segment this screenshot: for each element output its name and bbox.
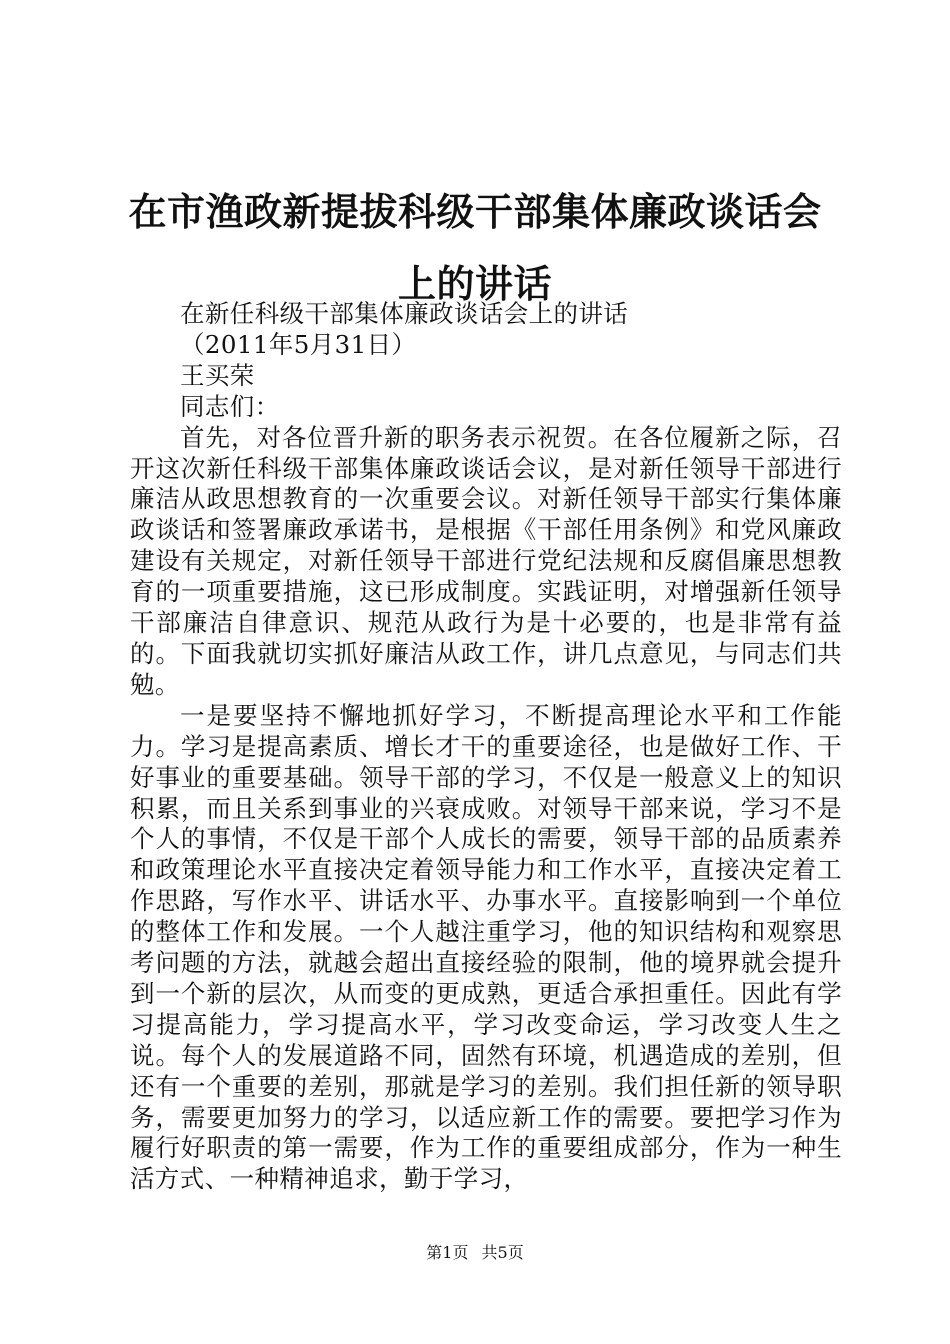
- author-name: 王买荣: [180, 360, 255, 390]
- paragraph: 一是要坚持不懈地抓好学习，不断提高理论水平和工作能力。学习是提高素质、增长才干的重要途径，也是做好工作、干好事业的重要基础。领导干部的学习，不仅是一般意义上的知识积累，而且关系到事业的兴衰成败。对领导干部来说，学习不是个人的事情，不仅是干部个人成长的需要，领导干部的品质素养和政策理论水平直接决定着领导能力和工作水平，直接决定着工作思路，写作水平、讲话水平、办事水平。直接影响到一个单位的整体工作和发展。一个人越注重学习，他的知识结构和观察思考问题的方法，就越会超出直接经验的限制，他的境界就会提升到一个新的层次，从而变的更成熟，更适合承担重任。因此有学习提高能力，学习提高水平，学习改变命运，学习改变人生之说。每个人的发展道路不同，固然有环境，机遇造成的差别，但还有一个重要的差别，那就是学习的差别。我们担任新的领导职务，需要更加努力的学习，以适应新工作的需要。要把学习作为履行好职责的第一需要，作为工作的重要组成部分，作为一种生活方式、一种精神追求，勤于学习，: [130, 700, 842, 1194]
- subtitle: 在新任科级干部集体廉政谈话会上的讲话: [180, 299, 629, 328]
- page-footer: [0, 1243, 950, 1263]
- page-total: 共5页: [481, 1243, 524, 1262]
- page-number: 第1页: [426, 1243, 469, 1262]
- salutation: 同志们：: [180, 391, 280, 421]
- paragraph: 首先，对各位晋升新的职务表示祝贺。在各位履新之际，召开这次新任科级干部集体廉政谈话会议，是对新任领导干部进行廉洁从政思想教育的一次重要会议。对新任领导干部实行集体廉政谈话和签署廉政承诺书，是根据《干部任用条例》和党风廉政建设有关规定，对新任领导干部进行党纪法规和反腐倡廉思想教育的一项重要措施，这已形成制度。实践证明，对增强新任领导干部廉洁自律意识、规范从政行为是十必要的，也是非常有益的。下面我就切实抓好廉洁从政工作，讲几点意见，与同志们共勉。: [130, 422, 842, 699]
- document-title: 在市渔政新提拔科级干部集体廉政谈话会上的讲话: [128, 189, 822, 306]
- document-body: [130, 299, 842, 1195]
- speech-date: （2011年5月31日）: [180, 329, 417, 359]
